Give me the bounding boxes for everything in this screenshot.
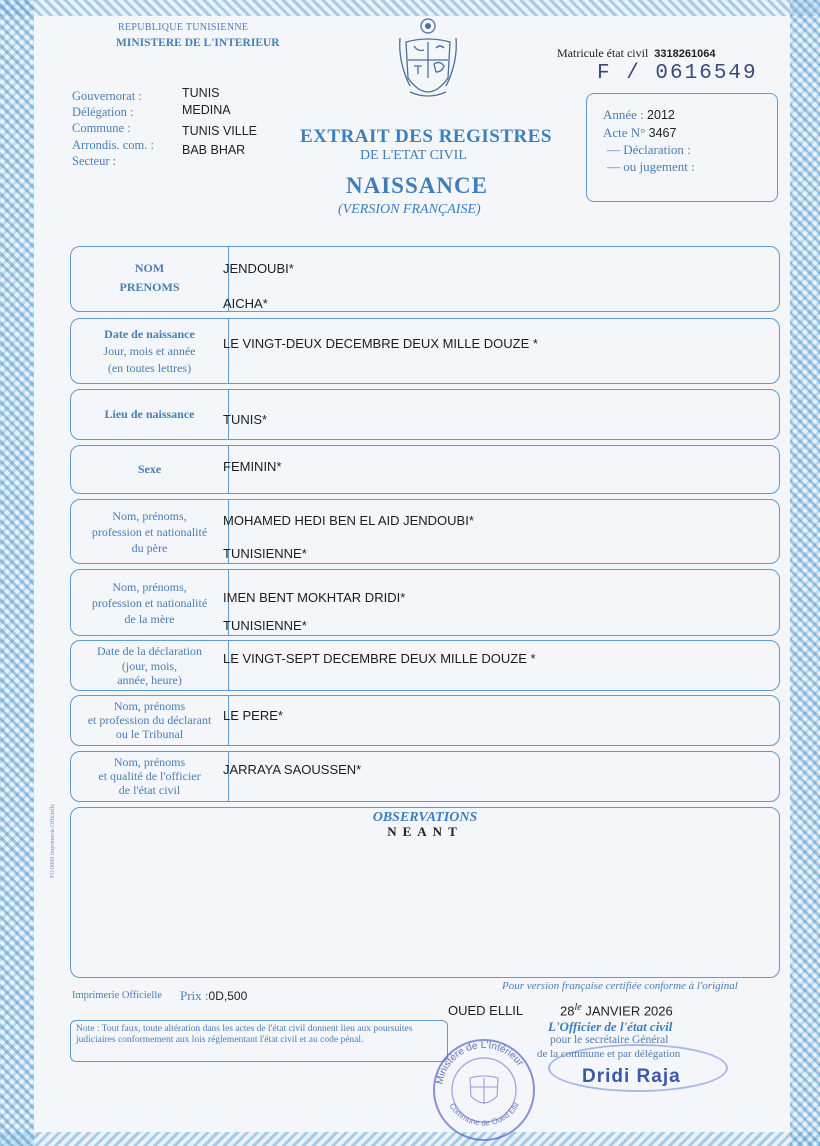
prix-value: 0D,500 [208, 989, 248, 1003]
row-declaration [70, 640, 780, 691]
mere-sublabel: profession et nationalité [91, 596, 208, 610]
observations-title: OBSERVATIONS [372, 810, 478, 825]
officier-sublabel2: de l'état civil [118, 783, 181, 797]
arrondis-value: BAB BHAR [182, 143, 246, 157]
lieu-naissance-value: TUNIS* [223, 412, 268, 427]
gouvernorat-label: Gouvernorat : [72, 89, 142, 103]
declarant-label: Nom, prénoms [113, 699, 186, 713]
officier-label: Nom, prénoms [113, 755, 186, 769]
row-lieu-naissance [70, 389, 780, 440]
issue-day-suffix: le [574, 1002, 582, 1013]
issue-day: 28 [560, 1003, 575, 1019]
decorative-border-left [0, 0, 34, 1146]
officier-value: JARRAYA SAOUSSEN* [223, 762, 362, 777]
row-nom-prenoms [70, 246, 780, 312]
decorative-border-bottom [0, 1132, 820, 1146]
document-subtitle: DE L'ETAT CIVIL [360, 148, 467, 163]
annee-label: Année : [603, 107, 644, 122]
stamp-bottom-text: Commune de Oued Ellil [447, 1101, 521, 1128]
svg-text:Ministère de L'Intérieur [434, 1040, 525, 1085]
mere-name-value: IMEN BENT MOKHTAR DRIDI* [223, 590, 406, 605]
gouvernorat-value: TUNIS [182, 86, 220, 100]
matricule-label: Matricule état civil [557, 46, 649, 60]
lieu-naissance-label: Lieu de naissance [104, 407, 195, 421]
legal-note-text: Note : Tout faux, toute altération dans les actes de l'état civil donnent lieu aux poursuites judiciaires conformement aux lois réglementant l'état civil et au code pénal. [76, 1024, 413, 1045]
declarant-sublabel2: ou le Tribunal [115, 727, 184, 741]
row-date-naissance [70, 318, 780, 384]
prenoms-label: PRENOMS [119, 280, 180, 294]
pere-sublabel: profession et nationalité [91, 525, 208, 539]
legal-note-box [70, 1020, 448, 1062]
issue-place: OUED ELLIL [448, 1003, 524, 1018]
certification-text: Pour version française certifiée conforme à l'original [502, 980, 738, 992]
sexe-value: FEMININ* [223, 459, 282, 474]
pere-sublabel2: du père [131, 541, 168, 555]
date-naissance-label: Date de naissance [104, 327, 195, 341]
row-sexe [70, 445, 780, 494]
secteur-label: Secteur : [72, 154, 117, 168]
delegation-text: de la commune et par délégation [537, 1048, 681, 1060]
jugement-label: — ou jugement : [607, 159, 695, 174]
declaration-date-label: Date de la déclaration [97, 644, 202, 658]
mere-sublabel2: de la mère [124, 612, 175, 626]
stamp-top-text: Ministère de L'Intérieur [434, 1039, 526, 1086]
sexe-label: Sexe [137, 462, 162, 476]
observations-box [70, 807, 780, 978]
commune-label: Commune : [72, 121, 131, 135]
officier-sublabel: et qualité de l'officier [98, 769, 201, 783]
annee-value: 2012 [647, 108, 675, 122]
issue-date [560, 1002, 673, 1018]
row-officier [70, 751, 780, 802]
row-mere [70, 569, 780, 636]
mere-label: Nom, prénoms, [112, 580, 187, 594]
republique-heading: REPUBLIQUE TUNISIENNE [118, 22, 249, 33]
annee-row [603, 107, 675, 123]
prix-label: Prix : [180, 988, 209, 1003]
nom-label: NOM [134, 261, 165, 275]
serial-number: F / 0616549 [597, 62, 758, 85]
imprimerie-label: Imprimerie Officielle [72, 990, 162, 1001]
prenoms-value: AICHA* [223, 296, 268, 311]
acte-value: 3467 [648, 126, 677, 140]
side-printer-code: FO 0069 Imprimerie Officielle [50, 803, 56, 878]
declaration-date-sublabel: (jour, mois, [121, 659, 178, 673]
nom-value: JENDOUBI* [223, 261, 294, 276]
declarant-value: LE PERE* [223, 708, 283, 723]
pere-label: Nom, prénoms, [112, 509, 187, 523]
declarant-sublabel: et profession du déclarant [87, 713, 212, 727]
decorative-border-right [790, 0, 820, 1146]
row-declarant [70, 695, 780, 746]
date-naissance-value: LE VINGT-DEUX DECEMBRE DEUX MILLE DOUZE * [223, 336, 538, 351]
signature-name: Dridi Raja [582, 1066, 681, 1087]
official-stamp-icon [428, 1034, 540, 1142]
decorative-border-top [0, 0, 820, 16]
observations-value: NEANT [387, 824, 463, 839]
document-type: NAISSANCE [346, 173, 488, 198]
ministere-heading: MINISTERE DE L'INTERIEUR [116, 37, 280, 49]
issue-month-year: JANVIER 2026 [585, 1003, 673, 1019]
acte-box [586, 93, 778, 202]
svg-text:Commune de Oued Ellil [447, 1101, 521, 1128]
date-naissance-sublabel: Jour, mois et année [103, 344, 196, 358]
acte-label: Acte N° [603, 125, 646, 140]
secretaire-general-text: pour le secrétaire Général [550, 1034, 669, 1046]
coat-of-arms-icon [396, 16, 460, 116]
pere-name-value: MOHAMED HEDI BEN EL AID JENDOUBI* [223, 513, 474, 528]
commune-value: TUNIS VILLE [182, 124, 258, 138]
arrondis-label: Arrondis. com. : [72, 138, 154, 152]
matricule [557, 46, 715, 61]
version-label: (VERSION FRANÇAISE) [338, 202, 481, 217]
document-title: EXTRAIT DES REGISTRES [300, 126, 552, 147]
declaration-date-value: LE VINGT-SEPT DECEMBRE DEUX MILLE DOUZE * [223, 651, 536, 666]
declaration-label: — Déclaration : [607, 142, 691, 157]
prix [180, 988, 247, 1004]
mere-nationalite-value: TUNISIENNE* [223, 618, 307, 633]
declaration-date-sublabel2: année, heure) [117, 673, 182, 687]
date-naissance-sublabel2: (en toutes lettres) [107, 361, 192, 375]
officier-signature-title: L'Officier de l'état civil [548, 1019, 673, 1034]
acte-row [603, 125, 676, 141]
matricule-value: 3318261064 [654, 48, 716, 60]
delegation-value: MEDINA [182, 103, 231, 117]
delegation-label: Délégation : [72, 105, 134, 119]
row-pere [70, 499, 780, 564]
pere-nationalite-value: TUNISIENNE* [223, 546, 307, 561]
